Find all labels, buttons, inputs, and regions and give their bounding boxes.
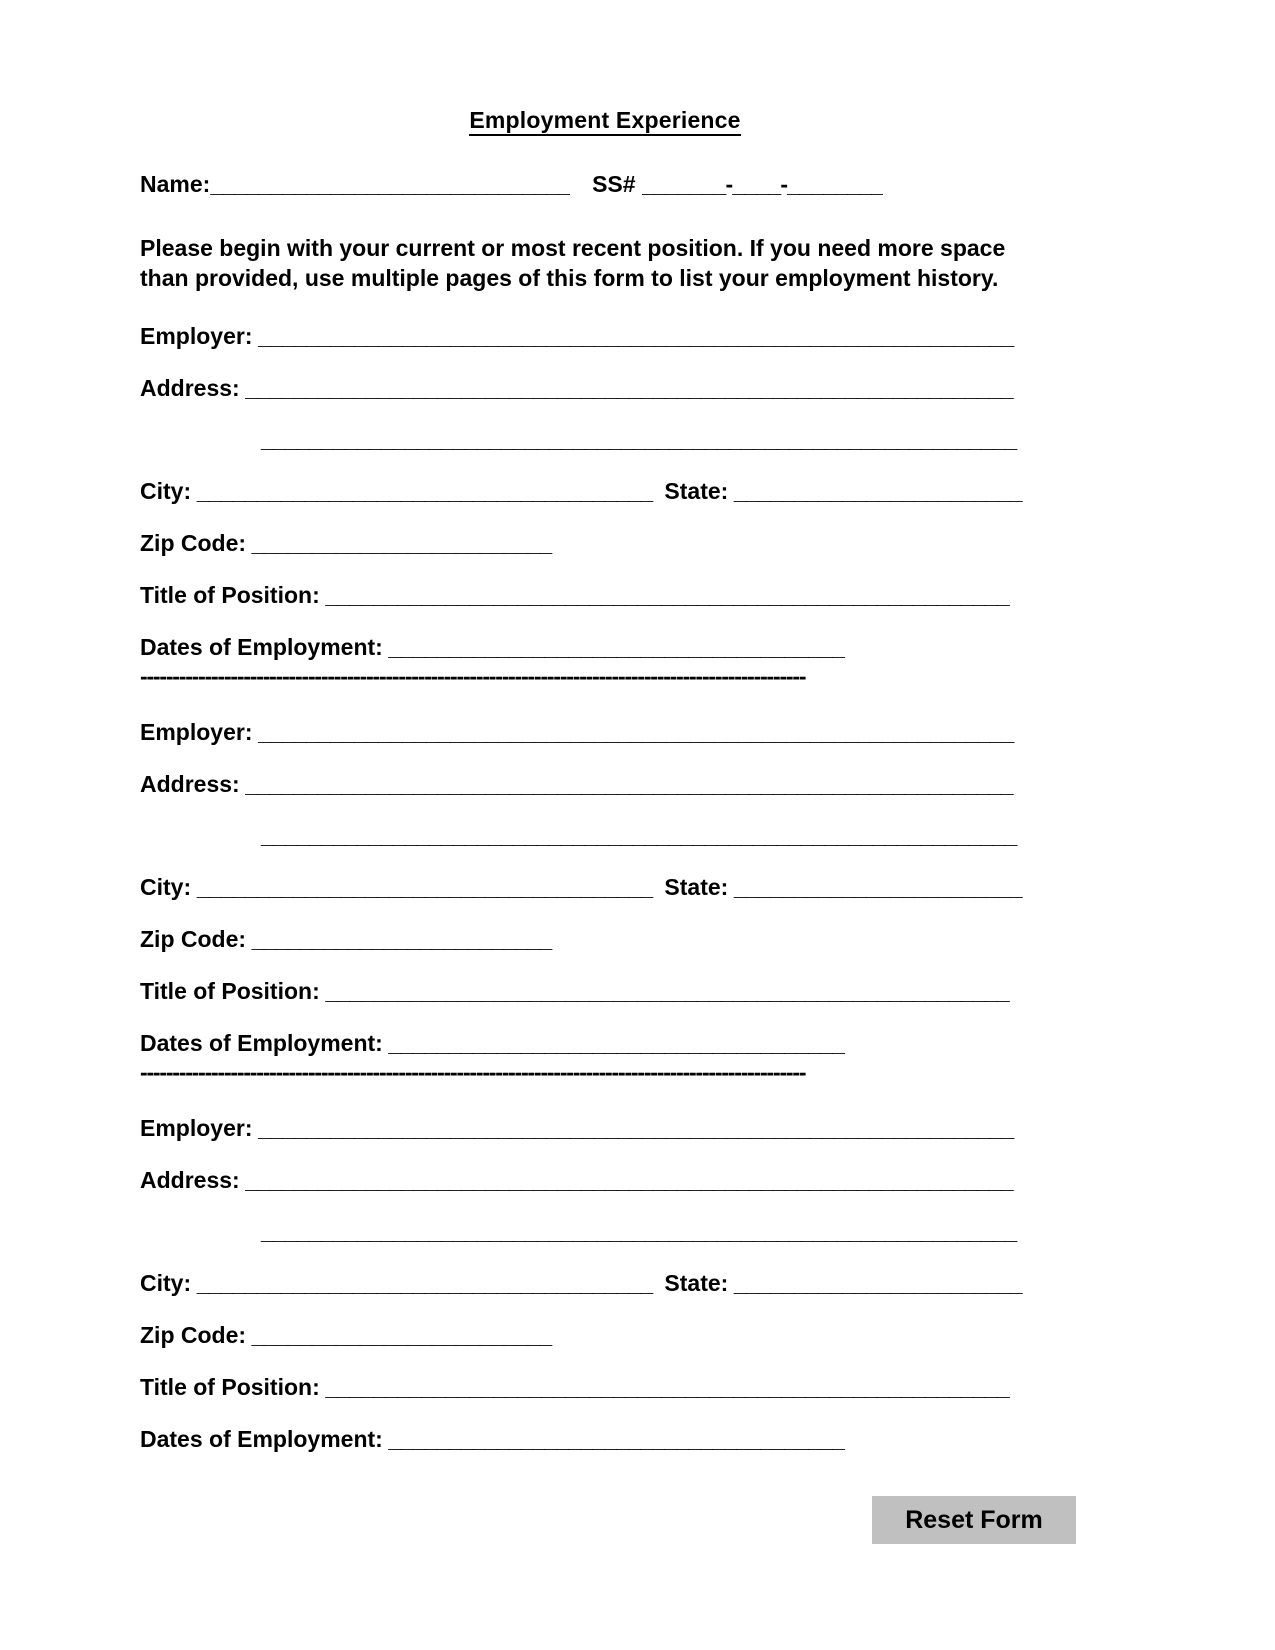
form-content <box>140 0 1070 1453</box>
employment-block-2 <box>140 719 1070 1085</box>
dates-of-employment-row <box>140 634 1070 661</box>
city-input-line[interactable]: ______________________________________ <box>191 1270 653 1297</box>
dates-of-employment-label: Dates of Employment: <box>140 634 383 661</box>
city-state-row <box>140 478 1070 505</box>
dates-of-employment-input-line[interactable]: ______________________________________ <box>382 634 845 661</box>
employer-input-line[interactable]: _______________________________________________________________ <box>252 323 1014 350</box>
zip-row <box>140 530 1070 557</box>
dates-of-employment-input-line[interactable]: ______________________________________ <box>382 1030 845 1057</box>
ssn-input-line[interactable]: _______-____-________ <box>641 171 884 198</box>
title-of-position-input-line[interactable]: _________________________________________________________ <box>319 978 1009 1005</box>
zip-input-line[interactable]: _________________________ <box>246 1322 552 1349</box>
page-title <box>140 108 1070 133</box>
zip-row <box>140 926 1070 953</box>
employment-block-1 <box>140 323 1070 689</box>
address-input-line[interactable]: ________________________________________________________________ <box>239 1167 1013 1194</box>
reset-form-button[interactable]: Reset Form <box>872 1496 1076 1544</box>
state-input-line[interactable]: ________________________ <box>728 478 1022 505</box>
ssn-label: SS# <box>592 171 636 198</box>
page-title-text: Employment Experience <box>469 107 740 136</box>
title-of-position-row <box>140 582 1070 609</box>
employer-row <box>140 719 1070 746</box>
state-label: State: <box>664 874 729 901</box>
employment-block-3 <box>140 1115 1070 1453</box>
employer-row <box>140 1115 1070 1142</box>
employer-row <box>140 323 1070 350</box>
address-label: Address: <box>140 1167 240 1194</box>
city-label: City: <box>140 1270 192 1297</box>
reset-form-button-wrapper <box>872 1496 1076 1544</box>
city-state-row <box>140 1270 1070 1297</box>
address-row <box>140 1167 1070 1194</box>
zip-label: Zip Code: <box>140 530 247 557</box>
address-row <box>140 771 1070 798</box>
city-state-row <box>140 874 1070 901</box>
state-input-line[interactable]: ________________________ <box>728 1270 1022 1297</box>
address-row <box>140 375 1070 402</box>
employer-input-line[interactable]: _______________________________________________________________ <box>252 1115 1014 1142</box>
address-label: Address: <box>140 771 240 798</box>
instructions-paragraph <box>140 234 1055 293</box>
title-of-position-label: Title of Position: <box>140 978 320 1005</box>
title-of-position-input-line[interactable]: _________________________________________________________ <box>319 1374 1009 1401</box>
zip-label: Zip Code: <box>140 1322 247 1349</box>
city-input-line[interactable]: ______________________________________ <box>191 874 653 901</box>
address-line2-input-line[interactable]: _______________________________________________________________ <box>261 426 1017 453</box>
section-divider: ------------------------------------------------------------------------------------------------------- <box>140 1059 806 1086</box>
zip-row <box>140 1322 1070 1349</box>
employer-label: Employer: <box>140 323 253 350</box>
city-input-line[interactable]: ______________________________________ <box>191 478 653 505</box>
dates-of-employment-input-line[interactable]: ______________________________________ <box>382 1426 845 1453</box>
title-of-position-input-line[interactable]: _________________________________________________________ <box>319 582 1009 609</box>
instructions-line-1: Please begin with your current or most recent position. If you need more space <box>140 235 1006 262</box>
section-divider: ------------------------------------------------------------------------------------------------------- <box>140 663 806 690</box>
dates-of-employment-label: Dates of Employment: <box>140 1030 383 1057</box>
employer-input-line[interactable]: _______________________________________________________________ <box>252 719 1014 746</box>
title-of-position-row <box>140 978 1070 1005</box>
dates-of-employment-label: Dates of Employment: <box>140 1426 383 1453</box>
name-label: Name: <box>140 171 211 198</box>
city-label: City: <box>140 478 192 505</box>
dates-of-employment-row <box>140 1426 1070 1453</box>
name-ssn-row <box>140 171 1070 198</box>
instructions-line-2: than provided, use multiple pages of this form to list your employment history. <box>140 264 999 291</box>
address-input-line[interactable]: ________________________________________________________________ <box>239 375 1013 402</box>
zip-label: Zip Code: <box>140 926 247 953</box>
name-input-line[interactable]: ______________________________ <box>210 171 571 198</box>
title-of-position-label: Title of Position: <box>140 582 320 609</box>
zip-input-line[interactable]: _________________________ <box>246 530 552 557</box>
title-of-position-row <box>140 1374 1070 1401</box>
address-input-line[interactable]: ________________________________________________________________ <box>239 771 1013 798</box>
state-input-line[interactable]: ________________________ <box>728 874 1022 901</box>
address-line2-input-line[interactable]: _______________________________________________________________ <box>261 822 1017 849</box>
employer-label: Employer: <box>140 1115 253 1142</box>
address-label: Address: <box>140 375 240 402</box>
dates-of-employment-row <box>140 1030 1070 1057</box>
state-label: State: <box>664 478 729 505</box>
zip-input-line[interactable]: _________________________ <box>246 926 552 953</box>
title-of-position-label: Title of Position: <box>140 1374 320 1401</box>
city-label: City: <box>140 874 192 901</box>
employer-label: Employer: <box>140 719 253 746</box>
address-line2-input-line[interactable]: _______________________________________________________________ <box>261 1218 1017 1245</box>
state-label: State: <box>664 1270 729 1297</box>
